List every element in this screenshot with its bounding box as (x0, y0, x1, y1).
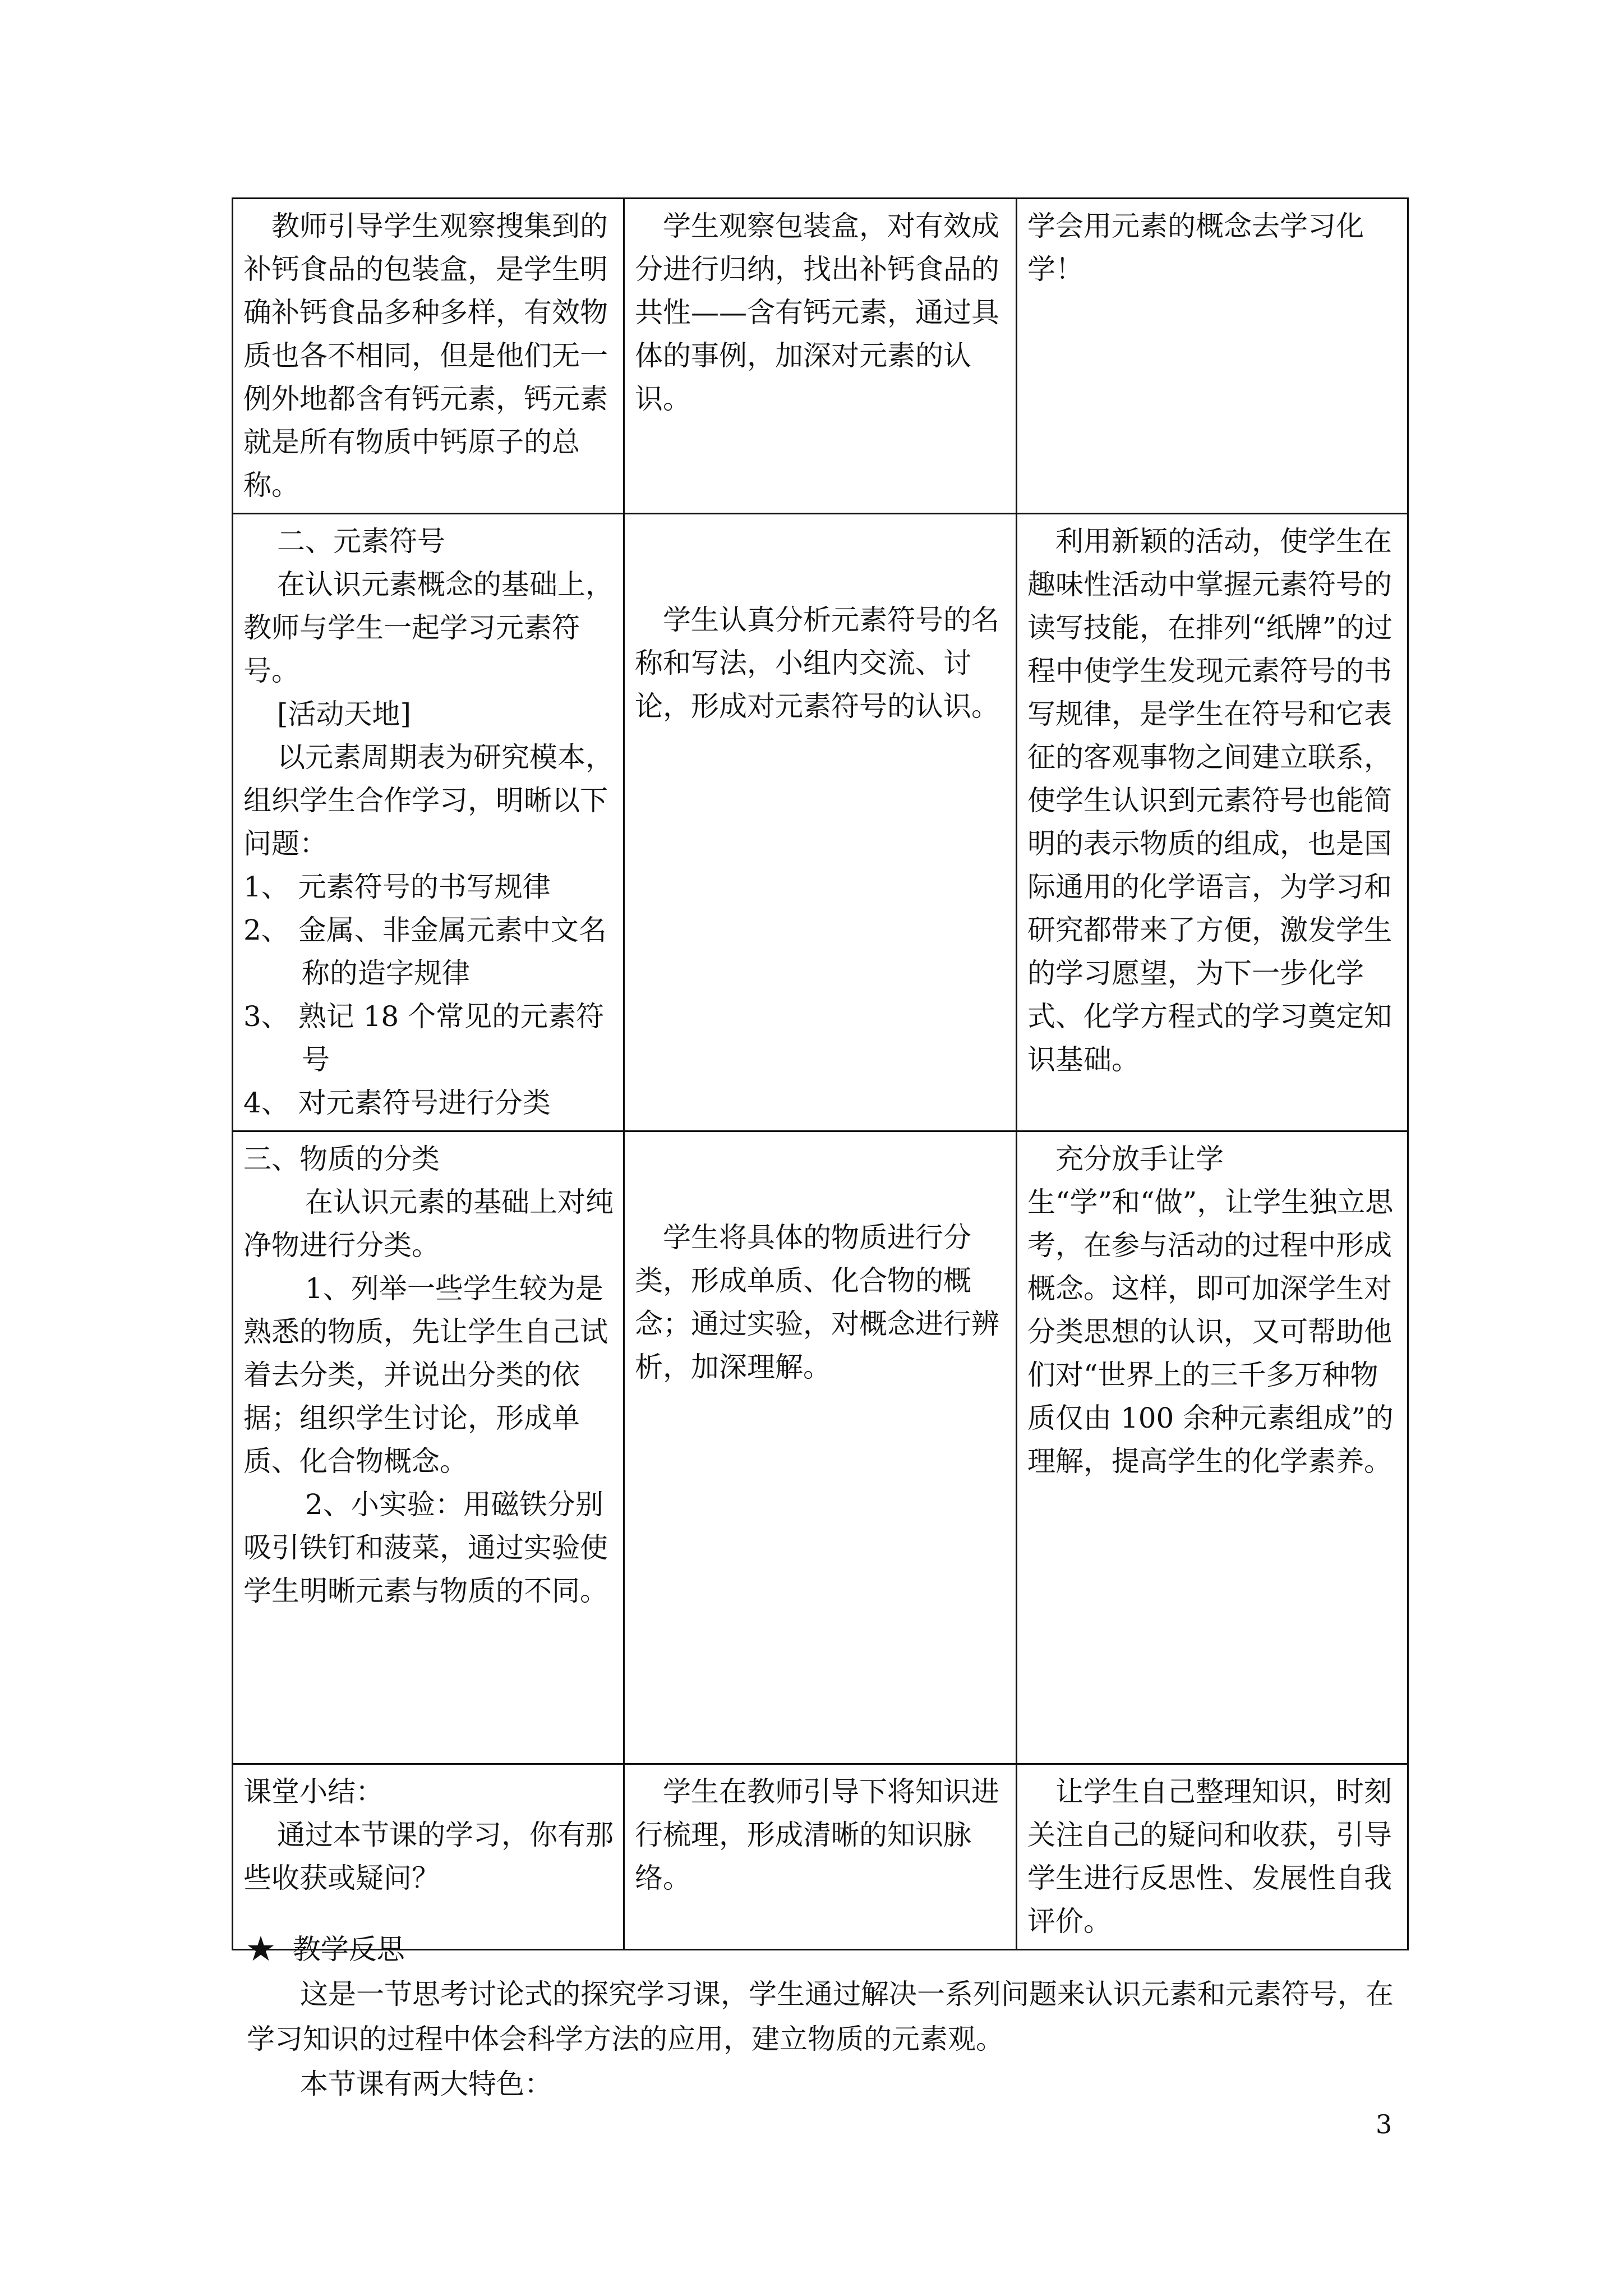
table-row (233, 1131, 1408, 1764)
cell-text: 充分放手让学生“学”和“做”，让学生独立思考，在参与活动的过程中形成概念。这样，即可加深学生对分类思想的认识，又可帮助他们对“世界上的三千多万种物质仅由 100 余种元素组成”的理解，提高学生的化学素养。 (1027, 1143, 1394, 1478)
cell-text: 学生认真分析元素符号的名称和写法，小组内交流、讨论，形成对元素符号的认识。 (635, 604, 999, 723)
table-row (233, 199, 1408, 514)
student-activity-cell (624, 199, 1017, 514)
list-item: 4、 对元素符号进行分类 (243, 1087, 551, 1119)
teacher-activity-cell (233, 199, 624, 514)
cell-text: 1、列举一些学生较为是熟悉的物质，先让学生自己试着去分类，并说出分类的依据；组织学生讨论，形成单质、化合物概念。 (243, 1272, 608, 1478)
cell-text: 学生将具体的物质进行分类，形成单质、化合物的概念；通过实验，对概念进行辨析，加深理解。 (635, 1221, 999, 1383)
cell-text: 教师引导学生观察搜集到的补钙食品的包装盒，是学生明确补钙食品多种多样，有效物质也各不相同，但是他们无一例外地都含有钙元素，钙元素就是所有物质中钙原子的总称。 (243, 210, 608, 501)
section-heading: 课堂小结： (243, 1775, 384, 1808)
cell-text: 以元素周期表为研究模本，组织学生合作学习，明晰以下问题： (243, 741, 614, 860)
section-heading: 二、元素符号 (277, 525, 445, 558)
reflection-paragraph: 本节课有两大特色： (300, 2068, 552, 2100)
cell-text: 学生观察包装盒，对有效成分进行归纳，找出补钙食品的共性——含有钙元素，通过具体的事例，加深对元素的认识。 (635, 210, 999, 415)
cell-text: 2、小实验：用磁铁分别吸引铁钉和菠菜，通过实验使学生明晰元素与物质的不同。 (243, 1488, 608, 1607)
student-activity-cell (624, 514, 1017, 1131)
cell-text: 通过本节课的学习，你有那些收获或疑问？ (243, 1819, 614, 1894)
list-item: 2、 金属、非金属元素中文名称的造字规律 (243, 914, 607, 990)
student-activity-cell (624, 1764, 1017, 1950)
teaching-reflection (247, 1927, 1402, 2106)
cell-text: 在认识元素的基础上对纯净物进行分类。 (243, 1186, 614, 1262)
cell-text: 学生在教师引导下将知识进行梳理，形成清晰的知识脉络。 (635, 1775, 999, 1894)
list-item: 1、 元素符号的书写规律 (243, 871, 551, 903)
cell-text: 利用新颖的活动，使学生在趣味性活动中掌握元素符号的读写技能，在排列“纸牌”的过程中使学生发现元素符号的书写规律，是学生在符号和它表征的客观事物之间建立联系，使学生认识到元素符号也能简明的表示物质的组成，也是国际通用的化学语言，为学习和研究都带来了方便，激发学生的学习愿望，为下一步化学式、化学方程式的学习奠定知识基础。 (1027, 525, 1393, 1076)
table-row (233, 1764, 1408, 1950)
cell-text: 在认识元素概念的基础上，教师与学生一起学习元素符号。 (243, 568, 614, 687)
reflection-heading: ★ 教学反思 (247, 1933, 405, 1966)
teacher-activity-cell (233, 514, 624, 1131)
teacher-activity-cell (233, 1764, 624, 1950)
design-intent-cell (1017, 1131, 1408, 1764)
cell-text: 让学生自己整理知识，时刻关注自己的疑问和收获，引导学生进行反思性、发展性自我评价。 (1027, 1775, 1392, 1938)
student-activity-cell (624, 1131, 1017, 1764)
section-heading: 三、物质的分类 (243, 1143, 440, 1175)
list-item: 3、 熟记 18 个常见的元素符号 (243, 1000, 605, 1076)
cell-text: 学会用元素的概念去学习化学！ (1027, 210, 1364, 286)
activity-label: [活动天地] (277, 698, 412, 730)
design-intent-cell (1017, 514, 1408, 1131)
teacher-activity-cell (233, 1131, 624, 1764)
page-number: 3 (1376, 2109, 1393, 2139)
lesson-table (232, 197, 1409, 1950)
table-row (233, 514, 1408, 1131)
design-intent-cell (1017, 199, 1408, 514)
design-intent-cell (1017, 1764, 1408, 1950)
reflection-paragraph: 这是一节思考讨论式的探究学习课，学生通过解决一系列问题来认识元素和元素符号，在学习知识的过程中体会科学方法的应用，建立物质的元素观。 (247, 1978, 1394, 2055)
